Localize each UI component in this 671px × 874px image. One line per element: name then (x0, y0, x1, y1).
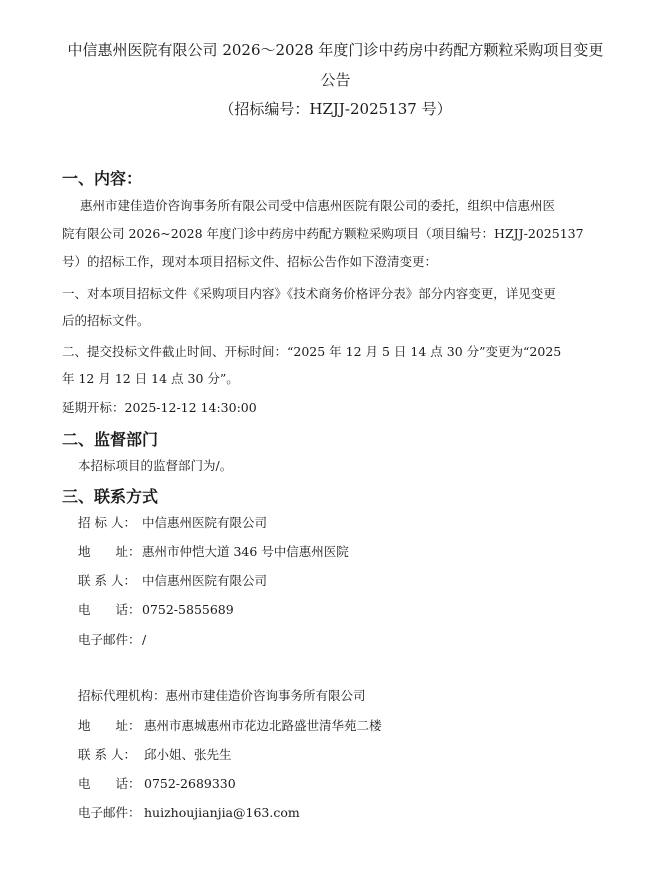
section1-heading: 一、内容： (62, 169, 143, 188)
tenderer-address-label: 地 址： (78, 544, 141, 559)
tenderer-value: 中信惠州医院有限公司 (142, 515, 268, 530)
agency-row (78, 686, 366, 706)
section1-item2-line2: 年 12 月 12 日 14 点 30 分”。 (62, 371, 239, 386)
agency-phone-value: 0752-2689330 (144, 776, 236, 791)
section2-heading: 二、监督部门 (62, 430, 159, 449)
agency-address-label: 地 址： (78, 718, 141, 733)
section1-para1-line1: 惠州市建佳造价咨询事务所有限公司受中信惠州医院有限公司的委托，组织中信惠州医 (80, 198, 556, 213)
tenderer-email-label: 电子邮件： (78, 632, 141, 647)
agency-address-value: 惠州市惠城惠州市花边北路盛世清华苑二楼 (144, 718, 382, 733)
agency-address-row (78, 716, 382, 736)
agency-contact-row (78, 745, 232, 765)
tender-number: （招标编号：HZJJ-2025137 号） (219, 100, 452, 118)
document-title-line1: 中信惠州医院有限公司 2026～2028 年度门诊中药房中药配方颗粒采购项目变更 (67, 41, 604, 59)
tenderer-email-value: / (142, 632, 147, 647)
section1-para1-line2: 院有限公司 2026~2028 年度门诊中药房中药配方颗粒采购项目（项目编号：HZJJ-2025137 (62, 226, 584, 241)
agency-email-row (78, 803, 300, 823)
tenderer-contact-value: 中信惠州医院有限公司 (142, 573, 268, 588)
agency-contact-label: 联 系 人： (78, 747, 136, 762)
agency-email-label: 电子邮件： (78, 805, 141, 820)
agency-email-value: huizhoujianjia@163.com (144, 805, 300, 820)
tenderer-phone-label: 电 话： (78, 602, 141, 617)
tenderer-contact-row (78, 571, 267, 591)
tenderer-phone-row (78, 600, 234, 620)
document-title-line2: 公告 (320, 71, 351, 89)
agency-value: 惠州市建佳造价咨询事务所有限公司 (165, 688, 366, 703)
tenderer-email-row (78, 630, 146, 650)
section3-heading: 三、联系方式 (62, 487, 159, 506)
tenderer-phone-value: 0752-5855689 (142, 602, 234, 617)
tenderer-contact-label: 联 系 人： (78, 573, 136, 588)
tenderer-label: 招 标 人： (78, 515, 136, 530)
tenderer-address-value: 惠州市仲恺大道 346 号中信惠州医院 (142, 544, 349, 559)
agency-label: 招标代理机构： (78, 688, 166, 703)
tenderer-row (78, 513, 267, 533)
delayed-opening: 延期开标：2025-12-12 14:30:00 (62, 400, 257, 415)
section1-item1-line1: 一、对本项目招标文件《采购项目内容》《技术商务价格评分表》部分内容变更，详见变更 (62, 286, 556, 301)
section1-item1-line2: 后的招标文件。 (62, 313, 150, 328)
section1-item2-line1: 二、提交投标文件截止时间、开标时间：“2025 年 12 月 5 日 14 点 30 分”变更为“2025 (62, 344, 562, 359)
agency-phone-row (78, 774, 236, 794)
agency-contact-value: 邱小姐、张先生 (144, 747, 232, 762)
section1-para1-line3: 号）的招标工作，现对本项目招标文件、招标公告作如下澄清变更： (62, 254, 438, 269)
supervision-text: 本招标项目的监督部门为/。 (78, 458, 233, 473)
tenderer-address-row (78, 542, 349, 562)
agency-phone-label: 电 话： (78, 776, 141, 791)
